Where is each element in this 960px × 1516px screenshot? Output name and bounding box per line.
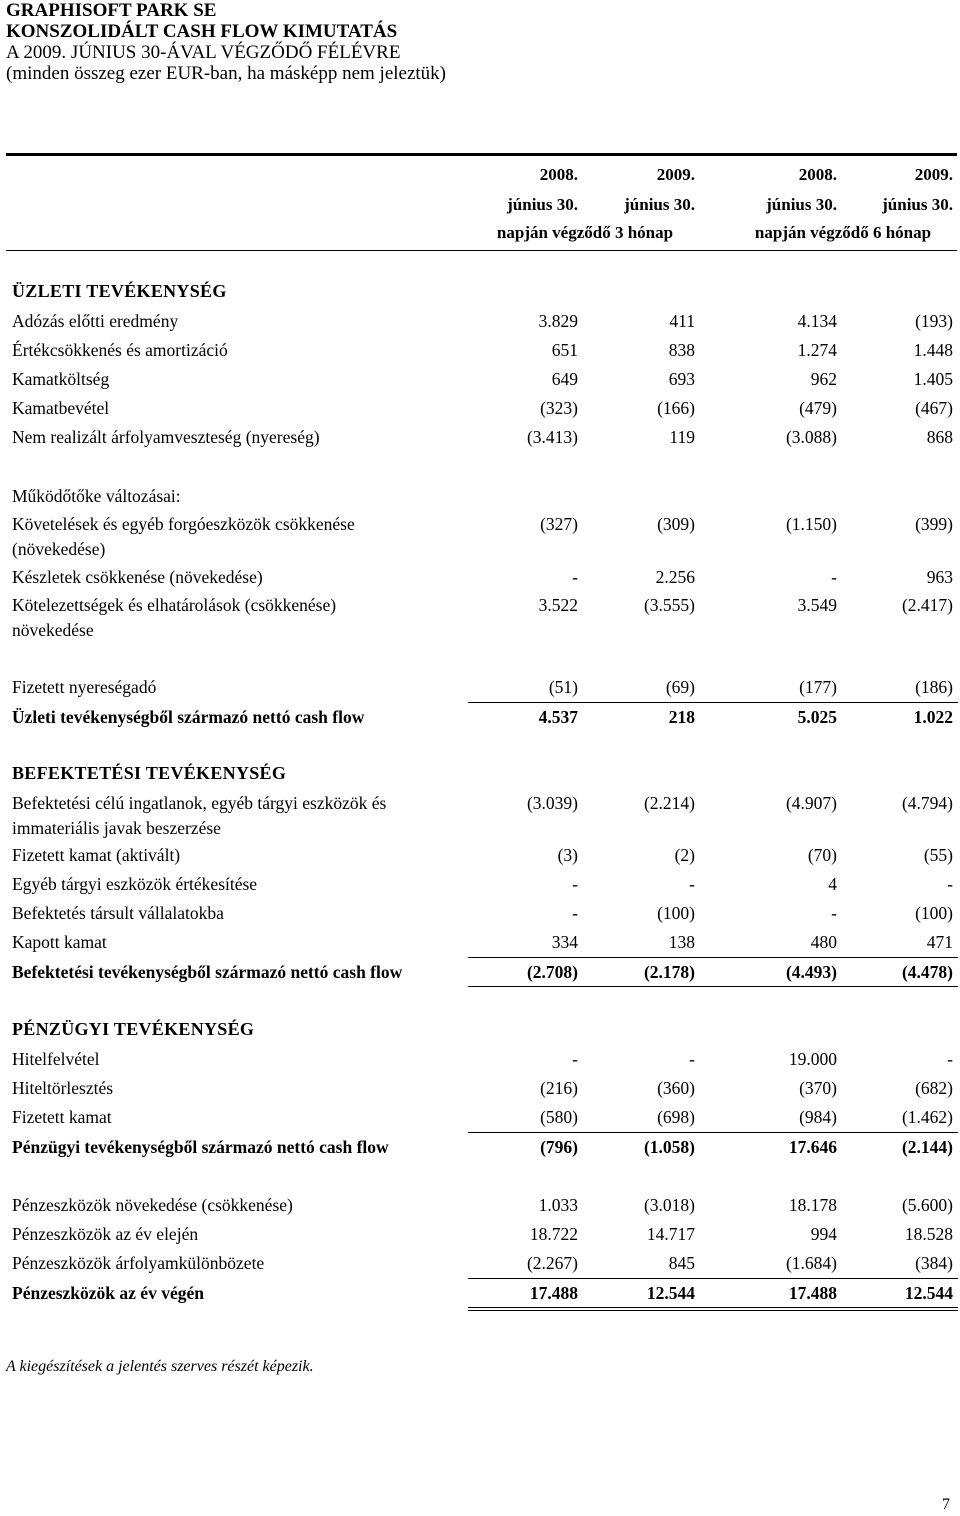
row-value: (193) (915, 311, 953, 331)
row-label: Üzleti tevékenységből származó nettó cash flow (12, 707, 365, 727)
row-label: Pénzügyi tevékenységből származó nettó cash flow (12, 1137, 389, 1157)
row-label: Kapott kamat (12, 932, 107, 952)
row-value: 2.256 (655, 567, 695, 587)
row-label: Pénzeszközök az év elején (12, 1224, 199, 1244)
row-label: Fizetett kamat (12, 1107, 112, 1127)
row-value: (479) (799, 398, 837, 418)
row-value: (1.684) (785, 1253, 837, 1273)
row-value: (69) (665, 677, 695, 697)
page-number: 7 (942, 1496, 950, 1513)
header-rule (6, 250, 957, 251)
subtotal-rule (468, 702, 958, 703)
col1-date: június 30. (507, 195, 578, 214)
row-value: 411 (669, 311, 695, 331)
currency-note: (minden összeg ezer EUR-ban, ha másképp nem jeleztük) (6, 63, 447, 84)
row-value: (323) (540, 398, 578, 418)
row-label: Fizetett kamat (aktivált) (12, 845, 181, 865)
row-value: 838 (668, 340, 695, 360)
row-value: (698) (657, 1107, 695, 1127)
row-value: (796) (540, 1137, 578, 1157)
row-value: (2.267) (526, 1253, 578, 1273)
double-rule (468, 1307, 958, 1311)
row-value: 1.033 (538, 1195, 578, 1215)
row-label: Kamatbevétel (12, 398, 110, 418)
row-value: 17.488 (788, 1283, 837, 1303)
row-value: - (689, 874, 695, 894)
row-value: 18.722 (529, 1224, 578, 1244)
row-value: (3.039) (526, 793, 578, 813)
row-value: 480 (810, 932, 837, 952)
col2-year: 2009. (656, 165, 695, 184)
row-value: (4.493) (785, 962, 837, 982)
row-label: Befektetési célú ingatlanok, egyéb tárgyi eszközök és immateriális javak beszerzése (12, 793, 387, 838)
row-label: Kamatköltség (12, 369, 110, 389)
row-value: 471 (926, 932, 953, 952)
row-value: 19.000 (788, 1049, 837, 1069)
row-value: 17.646 (788, 1137, 837, 1157)
row-value: (3.088) (785, 427, 837, 447)
row-value: (186) (915, 677, 953, 697)
row-label: Befektetési tevékenységből származó nettó cash flow (12, 962, 403, 982)
row-label: Értékcsökkenés és amortizáció (12, 340, 228, 360)
row-value: 4.537 (538, 707, 578, 727)
row-value: 4 (828, 874, 837, 894)
row-value: 1.448 (913, 340, 953, 360)
row-value: (467) (915, 398, 953, 418)
row-label: Kötelezettségek és elhatárolások (csökkenése) növekedése (12, 595, 337, 640)
row-label: Hitelfelvétel (12, 1049, 100, 1069)
row-value: (360) (657, 1078, 695, 1098)
row-value: - (831, 567, 837, 587)
row-value: 651 (551, 340, 578, 360)
row-value: 18.178 (788, 1195, 837, 1215)
row-value: 119 (669, 427, 695, 447)
row-value: (3.555) (643, 595, 695, 615)
row-value: (2.144) (901, 1137, 953, 1157)
row-value: 218 (668, 707, 695, 727)
row-value: 334 (551, 932, 578, 952)
row-label: Egyéb tárgyi eszközök értékesítése (12, 874, 258, 894)
row-label: Befektetés társult vállalatokba (12, 903, 224, 923)
total-rule (468, 986, 958, 987)
row-value: (2.214) (643, 793, 695, 813)
row-value: (580) (540, 1107, 578, 1127)
row-value: (55) (923, 845, 953, 865)
row-label: Pénzeszközök az év végén (12, 1283, 204, 1303)
row-value: 138 (668, 932, 695, 952)
row-value: (2) (674, 845, 695, 865)
row-value: (3.413) (526, 427, 578, 447)
row-value: (309) (657, 514, 695, 534)
row-label: Követelések és egyéb forgóeszközök csökkenése (növekedése) (12, 514, 355, 559)
row-value: (384) (915, 1253, 953, 1273)
row-value: - (831, 903, 837, 923)
col4-date: június 30. (882, 195, 953, 214)
row-value: 12.544 (646, 1283, 695, 1303)
row-value: 3.522 (538, 595, 578, 615)
row-value: (177) (799, 677, 837, 697)
row-value: - (689, 1049, 695, 1069)
section-financing: PÉNZÜGYI TEVÉKENYSÉG (12, 1019, 255, 1039)
row-value: 17.488 (529, 1283, 578, 1303)
section-investing: BEFEKTETÉSI TEVÉKENYSÉG (12, 763, 287, 783)
row-value: 845 (668, 1253, 695, 1273)
row-value: 5.025 (797, 707, 837, 727)
subtotal-rule (468, 1278, 958, 1279)
row-value: (2.708) (526, 962, 578, 982)
row-value: 649 (551, 369, 578, 389)
row-value: 1.274 (797, 340, 837, 360)
row-value: (1.150) (785, 514, 837, 534)
row-value: (51) (548, 677, 578, 697)
row-value: (4.907) (785, 793, 837, 813)
row-value: (100) (657, 903, 695, 923)
row-label: Hiteltörlesztés (12, 1078, 114, 1098)
row-label: Pénzeszközök növekedése (csökkenése) (12, 1195, 293, 1215)
row-value: - (572, 874, 578, 894)
section-operating: ÜZLETI TEVÉKENYSÉG (12, 281, 227, 301)
row-value: (166) (657, 398, 695, 418)
row-value: (4.478) (901, 962, 953, 982)
row-value: 962 (810, 369, 837, 389)
report-header (6, 0, 446, 84)
wc-heading: Működőtőke változásai: (12, 486, 181, 506)
row-value: 4.134 (797, 311, 837, 331)
col3-date: június 30. (766, 195, 837, 214)
row-value: 14.717 (646, 1224, 695, 1244)
row-value: - (572, 903, 578, 923)
group-6-months: napján végződő 6 hónap (754, 223, 932, 242)
row-value: (984) (799, 1107, 837, 1127)
row-value: 693 (668, 369, 695, 389)
row-value: (3) (557, 845, 578, 865)
row-value: - (572, 567, 578, 587)
row-value: 18.528 (904, 1224, 953, 1244)
row-value: (370) (799, 1078, 837, 1098)
row-label: Készletek csökkenése (növekedése) (12, 567, 263, 587)
col4-year: 2009. (914, 165, 953, 184)
row-value: (100) (915, 903, 953, 923)
row-value: 963 (926, 567, 953, 587)
row-label: Nem realizált árfolyamveszteség (nyereség) (12, 427, 320, 447)
row-value: 1.405 (913, 369, 953, 389)
row-value: (70) (807, 845, 837, 865)
row-value: 868 (926, 427, 953, 447)
row-value: - (947, 1049, 953, 1069)
row-value: (327) (540, 514, 578, 534)
row-label: Adózás előtti eredmény (12, 311, 179, 331)
row-value: (2.417) (901, 595, 953, 615)
row-value: (3.018) (643, 1195, 695, 1215)
col3-year: 2008. (798, 165, 837, 184)
row-value: (2.178) (643, 962, 695, 982)
row-value: 3.549 (797, 595, 837, 615)
group-3-months: napján végződő 3 hónap (496, 223, 674, 242)
row-value: (4.794) (901, 793, 953, 813)
row-value: 994 (810, 1224, 837, 1244)
subtotal-rule (468, 1132, 958, 1133)
col1-year: 2008. (539, 165, 578, 184)
subtotal-rule (468, 957, 958, 958)
top-rule (6, 153, 957, 156)
row-value: 1.022 (913, 707, 953, 727)
row-value: - (947, 874, 953, 894)
company-name: GRAPHISOFT PARK SE (6, 0, 217, 21)
col2-date: június 30. (624, 195, 695, 214)
row-value: (1.462) (901, 1107, 953, 1127)
row-value: (5.600) (901, 1195, 953, 1215)
report-period: A 2009. JÚNIUS 30-ÁVAL VÉGZŐDŐ FÉLÉVRE (6, 42, 401, 63)
row-label: Pénzeszközök árfolyamkülönbözete (12, 1253, 265, 1273)
row-value: (216) (540, 1078, 578, 1098)
footnote: A kiegészítések a jelentés szerves részét képezik. (6, 1358, 314, 1375)
row-value: 12.544 (904, 1283, 953, 1303)
row-value: (1.058) (643, 1137, 695, 1157)
row-value: (682) (915, 1078, 953, 1098)
row-value: - (572, 1049, 578, 1069)
row-value: 3.829 (538, 311, 578, 331)
report-title: KONSZOLIDÁLT CASH FLOW KIMUTATÁS (6, 21, 398, 42)
row-value: (399) (915, 514, 953, 534)
row-label: Fizetett nyereségadó (12, 677, 157, 697)
